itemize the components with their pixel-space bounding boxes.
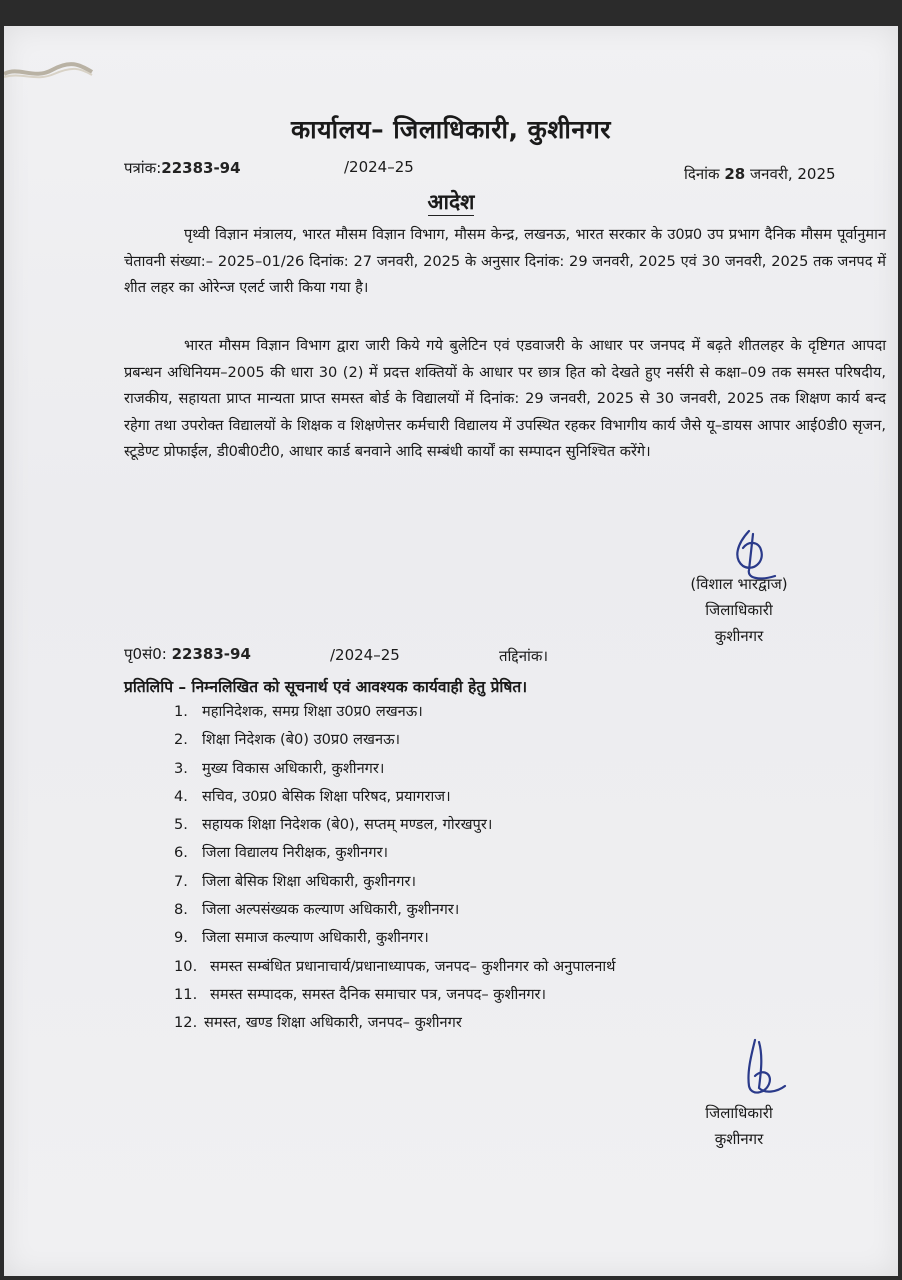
list-item: 8. जिला अल्पसंख्यक कल्याण अधिकारी, कुशीनगर। bbox=[174, 901, 460, 919]
copy-ref-year: /2024–25 bbox=[330, 646, 400, 664]
date-rest: जनवरी, 2025 bbox=[750, 165, 836, 183]
list-item: 12. समस्त, खण्ड शिक्षा अधिकारी, जनपद– कुशीनगर bbox=[174, 1014, 462, 1032]
binding-thread-icon bbox=[4, 60, 94, 84]
date-line bbox=[684, 164, 836, 184]
ref-year: /2024–25 bbox=[344, 158, 414, 176]
list-item: 3. मुख्य विकास अधिकारी, कुशीनगर। bbox=[174, 759, 385, 777]
list-item: 1. महानिदेशक, समग्र शिक्षा उ0प्र0 लखनऊ। bbox=[174, 703, 423, 720]
copy-heading: प्रतिलिपि – निम्नलिखित को सूचनार्थ एवं आवश्यक कार्यवाही हेतु प्रेषित। bbox=[124, 678, 528, 696]
date-day-handwritten: 28 bbox=[724, 165, 746, 183]
list-item: 7. जिला बेसिक शिक्षा अधिकारी, कुशीनगर। bbox=[174, 872, 416, 890]
signature-block-2 bbox=[684, 1100, 794, 1152]
list-item: 11. समस्त सम्पादक, समस्त दैनिक समाचार पत्र, जनपद– कुशीनगर। bbox=[174, 985, 547, 1003]
list-item: 6. जिला विद्यालय निरीक्षक, कुशीनगर। bbox=[174, 844, 389, 862]
ref-number-handwritten: 22383-94 bbox=[161, 159, 241, 177]
signature-2-icon bbox=[729, 1036, 789, 1101]
ref-line bbox=[124, 158, 241, 178]
copy-date: तद्दिनांक। bbox=[499, 647, 549, 665]
signature-block-1 bbox=[669, 571, 809, 649]
copy-ref-number-handwritten: 22383-94 bbox=[171, 645, 251, 663]
order-heading: आदेश bbox=[427, 190, 475, 214]
list-item: 2. शिक्षा निदेशक (बे0) उ0प्र0 लखनऊ। bbox=[174, 731, 401, 749]
list-item: 10. समस्त सम्बंधित प्रधानाचार्य/प्रधानाध्यापक, जनपद– कुशीनगर को अनुपालनार्थ bbox=[174, 957, 616, 975]
list-item: 9. जिला समाज कल्याण अधिकारी, कुशीनगर। bbox=[174, 929, 429, 947]
date-label: दिनांक bbox=[684, 165, 720, 183]
copy-ref-line bbox=[124, 644, 251, 664]
order-paragraph-1: पृथ्वी विज्ञान मंत्रालय, भारत मौसम विज्ञान विभाग, मौसम केन्द्र, लखनऊ, भारत सरकार के उ0प्र0 उप प्रभाग दैनिक मौसम पूर्वानुमान चेतावनी संख्या:– 2025–01/26 दिनांक: 27 जनवरी, 2025 के अनुसार दिनांक: 29 जनवरी, 2025 एवं 30 जनवरी, 2025 तक जनपद में शीत लहर का ओरेन्ज एलर्ट जारी किया गया है। bbox=[124, 226, 886, 296]
signatory-2-place: कुशीनगर bbox=[714, 1130, 764, 1148]
recipient-list bbox=[174, 698, 615, 1038]
document-page bbox=[4, 26, 898, 1276]
signatory-place: कुशीनगर bbox=[714, 627, 764, 645]
copy-ref-label: पृ0सं0: bbox=[124, 645, 167, 663]
ref-label: पत्रांक: bbox=[124, 159, 162, 177]
list-item: 4. सचिव, उ0प्र0 बेसिक शिक्षा परिषद, प्रयागराज। bbox=[174, 787, 451, 805]
office-title: कार्यालय– जिलाधिकारी, कुशीनगर bbox=[290, 115, 612, 144]
list-item: 5. सहायक शिक्षा निदेशक (बे0), सप्तम् मण्डल, गोरखपुर। bbox=[174, 816, 493, 834]
order-paragraph-2: भारत मौसम विज्ञान विभाग द्वारा जारी किये गये बुलेटिन एवं एडवाजरी के आधार पर जनपद में बढ़ते शीतलहर के दृष्टिगत आपदा प्रबन्धन अधिनियम–2005 की धारा 30 (2) में प्रदत्त शक्तियों के आधार पर छात्र हित को देखते हुए नर्सरी से कक्षा–09 तक समस्त परिषदीय, राजकीय, सहायता प्राप्त मान्यता प्राप्त समस्त बोर्ड के विद्यालयों में दिनांक: 29 जनवरी, 2025 से 30 जनवरी, 2025 तक शिक्षण कार्य बन्द रहेगा तथा उपरोक्त विद्यालयों के शिक्षक व शिक्षणेत्तर कर्मचारी विद्यालय में उपस्थित रहकर विभागीय कार्य जैसे यू–डायस आपार आई0डी0 सृजन, स्टूडेण्ट प्रोफाईल, डी0बी0टी0, आधार कार्ड बनवाने आदि सम्बंधी कार्यों का सम्पादन सुनिश्चित करेंगे। bbox=[124, 337, 887, 460]
signatory-2-designation: जिलाधिकारी bbox=[705, 1104, 773, 1122]
signatory-name: (विशाल भारद्वाज) bbox=[690, 575, 788, 593]
signatory-designation: जिलाधिकारी bbox=[705, 601, 773, 619]
